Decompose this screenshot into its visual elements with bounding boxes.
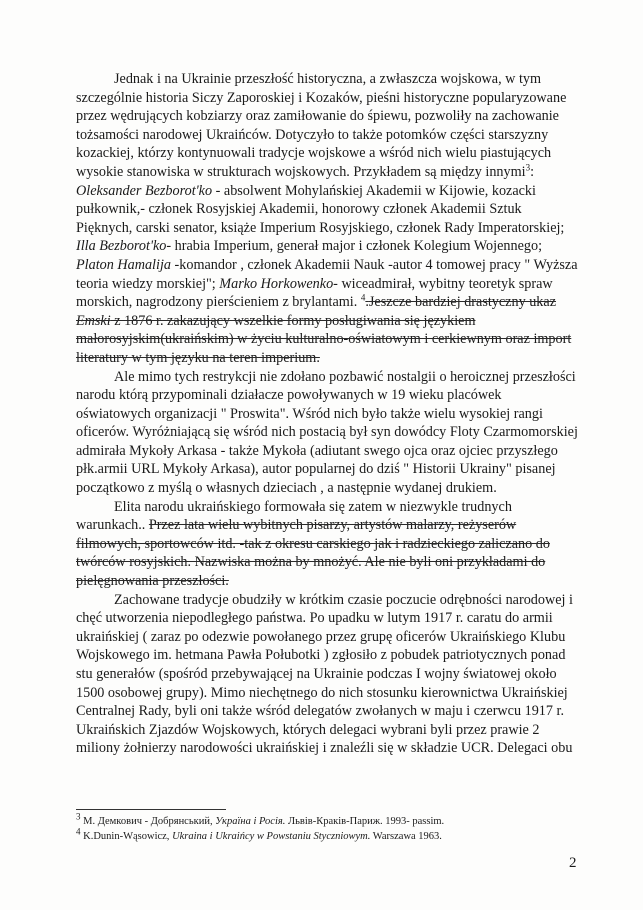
- paragraphs-0-run: Jeszcze bardziej drastyczny ukaz: [368, 294, 556, 311]
- paragraphs-0-run: Jednak i na Ukrainie przeszłość historyczna, a zwłaszcza wojskowa, w tym szczególnie historia Siczy Zaporoskiej i Kozaków, pieśni historyczne popularyzowane przez wędrujących kobziarzy oraz zamiłowanie do śpiewu, pozwoliły na zachowanie tożsamości narodowej Ukraińców. Dotyczyło to także potomków części starszyzny kozackiej, którzy kontynuowali tradycje wojskowe a wśród nich wielu piastujących wysokie stanowiska w strukturach wojskowych. Przykładem są między innymi: [76, 71, 567, 180]
- footnotes: [76, 811, 596, 844]
- paragraphs-0-run: - absolwent Mohylańskiej Akademii w Kijowie, kozacki pułkownik,- członek Rosyjskiej Akademii, honorowy członek Akademii Sztuk Pięknych, carski senator, książe Imperium Rosyjskiego, członek Rady Imperatorskiej;: [76, 182, 565, 236]
- footnotes-1-run: Warszawa 1963.: [370, 830, 442, 842]
- paragraphs-0-run: 4: [360, 292, 366, 303]
- paragraphs-0-run: .: [365, 294, 369, 311]
- footnotes-0-run: 3: [76, 811, 81, 822]
- paragraphs-0-run: :: [530, 163, 535, 180]
- footnote: [76, 826, 596, 845]
- footnote: [76, 811, 596, 830]
- paragraphs-0-run: wiceadmirał, wybitny teoretyk spraw morskich, nagrodzony pierścieniem z brylantami.: [76, 275, 553, 311]
- paragraphs-2-run: Przez lata wielu wybitnych pisarzy, artystów malarzy, reżyserów filmowych, sportowców itd. -tak z okresu carskiego jak i radzieckiego zaliczano do twórców rosyjskich. Nazwiska można by mnożyć. Ale nie byli oni przykładami do pielęgnowania przeszłości.: [76, 517, 550, 590]
- paragraphs-0-run: Emski: [76, 312, 111, 329]
- footnotes-0-run: Львів-Краків-Париж. 1993- passim.: [285, 816, 445, 827]
- paragraphs-3-run: Zachowane tradycje obudziły w krótkim czasie poczucie odrębności narodowej i chęć utworzenia niepodległego państwa. Po upadku w lutym 1917 r. caratu do armii ukraińskiej ( zaraz po odezwie powołanego przez grupę oficerów Ukraińskiego Klubu Wojskowego im. hetmana Pawła Połubotki ) zgłosiło z pobudek patriotycznych ponad stu generałów (spośród przebywającej na Ukrainie podczas I wojny światowej około 1500 osobowej grupy). Mimo niechętnego do nich stosunku kierownictwa Ukraińskiej Centralnej Rady, byli oni także wśród delegatów zwołanych w maju i czerwcu 1917 r. Ukraińskich Zjazdów Wojskowych, których delegaci wybrani byli przez prawie 2 miliony żołnierzy narodowości ukraińskiej i znaleźli się w składzie UCR. Delegaci obu: [76, 591, 573, 757]
- footnotes-1-run: Ukraina i Ukraińcy w Powstaniu Styczniowym.: [172, 830, 371, 842]
- footnotes-1-run: K.Dunin-Wąsowicz,: [80, 830, 173, 842]
- paragraphs-0-run: hrabia Imperium, generał major i członek Kolegium Wojennego;: [171, 238, 543, 255]
- paragraphs-0-run: Illa Bezborot'ko-: [76, 238, 172, 255]
- paragraph: [76, 368, 579, 498]
- paragraphs-0-run: -komandor , członek Akademii Nauk -autor 4 tomowej pracy " Wyższa teoria wiedzy morskiej";: [76, 256, 578, 292]
- paragraphs-1-run: Ale mimo tych restrykcji nie zdołano pozbawić nostalgii o heroicznej przeszłości narodu którą przypominali działacze powoływanych w 19 wieku placówek oświatowych organizacji " Proswita". Wśród nich było także wielu wysokiej rangi oficerów. Wyróżniającą się wśród nich postacią był syn dowódcy Floty Czarmomorskiej admirała Mykoły Arkasa - także Mykoła (adiutant swego ojca oraz ojciec przyszłego płk.armii URL Mykoły Arkasa), autor popularnej do dziś " Historii Ukrainy" pisanej początkowo z myślą o własnych dzieciach , a następnie wydanej drukiem.: [76, 368, 578, 497]
- paragraphs-2-run: Elita narodu ukraińskiego formowała się zatem w niezwykle trudnych warunkach..: [76, 498, 512, 534]
- footnotes-1-run: 4: [76, 826, 81, 836]
- body-text: [76, 70, 579, 758]
- footnotes-0-run: Україна і Росія.: [215, 816, 286, 827]
- paragraphs-0-run: Marko Horkowenko-: [219, 275, 338, 292]
- paragraphs-0-run: Oleksander Bezborot'ko: [76, 182, 213, 199]
- footnotes-0-run: М. Демкович - Добрянський,: [80, 816, 216, 827]
- paragraph: [76, 70, 579, 368]
- paragraphs-0-run: z 1876 r. zakazujący wszelkie formy posługiwania się językiem małorosyjskim(ukraińskim) w życiu kulturalno-oświatowym i cerkiewnym oraz import literatury w tym języku na teren imperium.: [76, 312, 572, 366]
- paragraph: [76, 591, 579, 758]
- paragraphs-0-run: Platon Hamalija: [76, 256, 171, 273]
- page-number: 2: [569, 855, 577, 871]
- paragraphs-0-run: 3: [525, 162, 531, 173]
- footnote-rule: [76, 809, 226, 810]
- paragraph: [76, 498, 579, 591]
